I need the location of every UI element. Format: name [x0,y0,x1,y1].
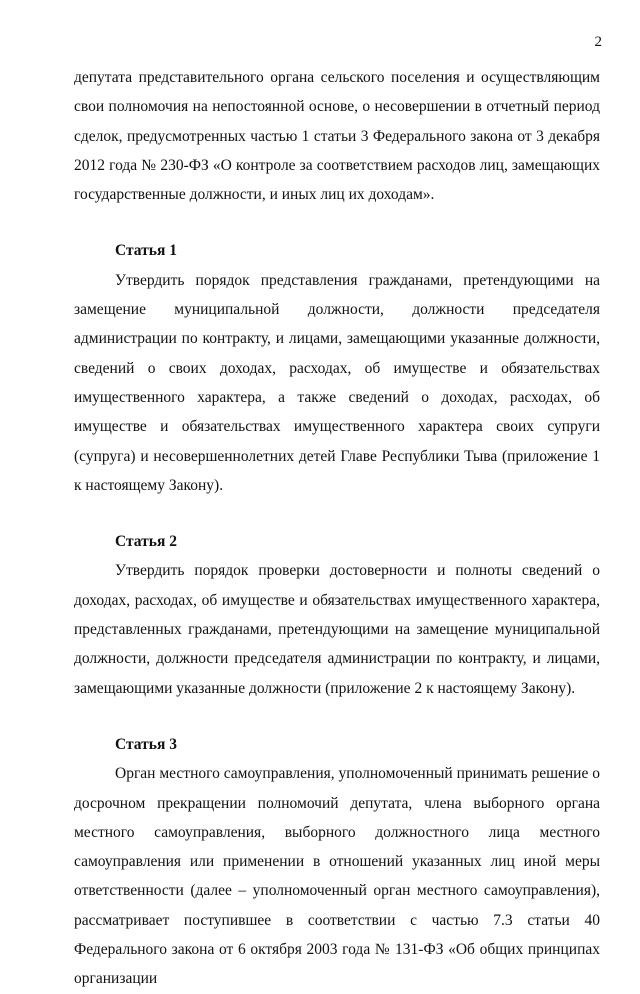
article-2-text: Утвердить порядок проверки достоверности и полноты сведений о доходах, расходах, об имуществе и обязательствах имущественного характера, представленных гражданами, претендующими на замещение муниципальной должности, должности председателя администрации по контракту, и лицами, замещающими указанные должности (приложение 2 к настоящему Закону). [74,562,600,697]
intro-paragraph: депутата представительного органа сельского поселения и осуществляющим свои полномочия на непостоянной основе, о несовершении в отчетный период сделок, предусмотренных частью 1 статьи 3 Федерального закона от 3 декабря 2012 года № 230-ФЗ «О контроле за соответствием расходов лиц, замещающих государственные должности, и иных лиц их доходам». [74,69,600,204]
article-1-text: Утвердить порядок представления гражданами, претендующими на замещение муниципальной должности, должности председателя администрации по контракту, и лицами, замещающими указанные должности, сведений о своих доходах, расходах, об имуществе и обязательствах имущественного характера, а также сведений о доходах, расходах, об имуществе и обязательствах имущественного характера своих супруги (супруга) и несовершеннолетних детей Главе Республики Тыва (приложение 1 к настоящему Закону). [74,271,600,494]
article-1-heading: Статья 1 [115,242,177,260]
document-body [74,63,600,994]
page-number: 2 [594,34,602,50]
article-2-heading: Статья 2 [115,533,177,551]
article-3-heading: Статья 3 [115,735,177,753]
article-3-text: Орган местного самоуправления, уполномоченный принимать решение о досрочном прекращении полномочий депутата, члена выборного органа местного самоуправления, выборного должностного лица местного самоуправления или применении в отношений указанных лиц иной меры ответственности (далее – уполномоченный орган местного самоуправления), рассматривает поступившее в соответствии с частью 7.3 статьи 40 Федерального закона от 6 октября 2003 года № 131-ФЗ «Об общих принципах организации [74,765,600,988]
